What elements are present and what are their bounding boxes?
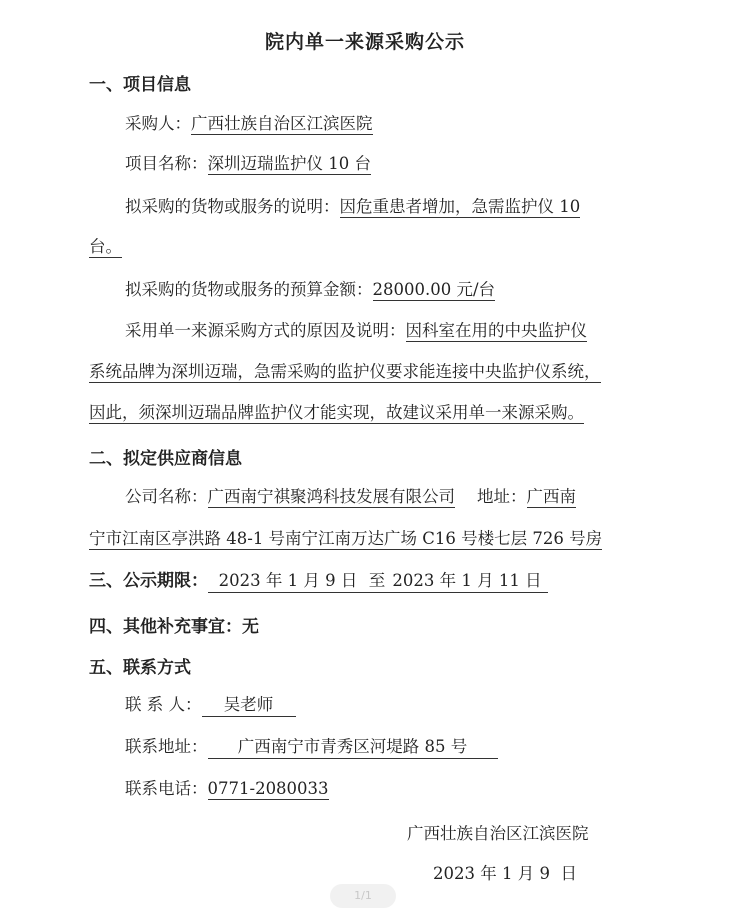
page-indicator: 1/1 [330, 884, 396, 908]
description-label: 拟采购的货物或服务的说明： [125, 197, 340, 216]
buyer-value: 广西壮族自治区江滨医院 [191, 114, 373, 133]
budget-label: 拟采购的货物或服务的预算金额： [125, 280, 373, 299]
reason-row [125, 320, 587, 342]
signature-org: 广西壮族自治区江滨医院 [407, 824, 589, 843]
section-heading-project-info: 一、项目信息 [89, 75, 191, 95]
period-end: 2023 年 1 月 11 日 [386, 570, 548, 593]
page-title: 院内单一来源采购公示 [264, 31, 465, 53]
section-heading-other-matters: 四、其他补充事宜：无 [89, 617, 259, 637]
supplier-address-part1: 广西南 [526, 487, 576, 506]
buyer-label: 采购人： [125, 114, 191, 133]
section-heading-period: 三、公示期限： [89, 571, 208, 591]
project-name-row [125, 153, 371, 175]
project-name-label: 项目名称： [125, 154, 208, 173]
period-start: 2023 年 1 月 9 日 [208, 570, 368, 593]
supplier-address-part2: 宁市江南区亭洪路 48-1 号南宁江南万达广场 C16 号楼七层 726 号房 [89, 529, 603, 548]
contact-phone-value: 0771-2080033 [207, 779, 329, 798]
publicity-period-row [89, 570, 548, 593]
description-value-part2: 台。 [89, 237, 122, 256]
period-to: 至 [368, 570, 386, 593]
contact-phone-label: 联系电话： [125, 779, 208, 798]
contact-address-row [125, 736, 498, 759]
company-value: 广西南宁祺聚鸿科技发展有限公司 [207, 487, 455, 506]
supplier-address-label: 地址： [477, 487, 527, 506]
reason-label: 采用单一来源采购方式的原因及说明： [125, 321, 406, 340]
company-row [125, 486, 576, 508]
contact-person-row [125, 694, 296, 717]
reason-value-part1: 因科室在用的中央监护仪 [405, 321, 587, 340]
contact-address-label: 联系地址： [125, 737, 208, 756]
contact-person-value: 吴老师 [202, 694, 296, 717]
budget-row [125, 279, 495, 301]
reason-row-2 [89, 361, 601, 383]
description-row [125, 196, 580, 218]
section-heading-contact: 五、联系方式 [89, 658, 191, 678]
contact-address-value: 广西南宁市青秀区河堤路 85 号 [208, 736, 498, 759]
project-name-value: 深圳迈瑞监护仪 10 台 [207, 154, 371, 173]
contact-phone-row [125, 778, 329, 800]
supplier-address-row-continued [89, 528, 602, 550]
company-label: 公司名称： [125, 487, 208, 506]
budget-value: 28000.00 元/台 [372, 280, 496, 299]
description-value-part1: 因危重患者增加，急需监护仪 10 [339, 197, 581, 216]
buyer-row [125, 113, 373, 135]
reason-row-3 [89, 402, 584, 424]
reason-value-part3: 因此，须深圳迈瑞品牌监护仪才能实现，故建议采用单一来源采购。 [89, 403, 584, 422]
reason-value-part2: 系统品牌为深圳迈瑞，急需采购的监护仪要求能连接中央监护仪系统， [89, 362, 601, 381]
contact-person-label: 联 系 人： [125, 695, 202, 714]
description-row-continued [89, 236, 122, 258]
signature-date: 2023 年 1 月 9 日 [433, 864, 577, 883]
section-heading-supplier-info: 二、拟定供应商信息 [89, 449, 242, 469]
